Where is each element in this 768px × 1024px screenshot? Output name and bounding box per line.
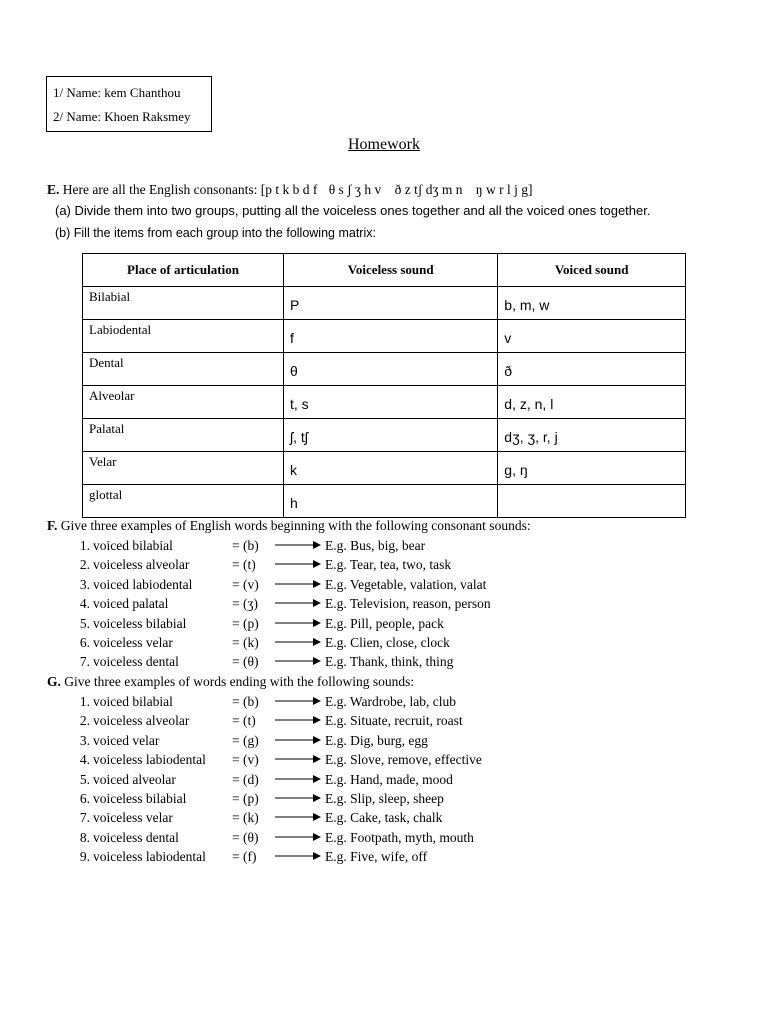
- item-number: 1.: [79, 694, 90, 709]
- section-e-part-b: (b) Fill the items from each group into the following matrix:: [55, 226, 376, 240]
- cell-voiceless: h: [284, 485, 498, 518]
- cell-voiceless: P: [284, 287, 498, 320]
- cell-place: Palatal: [83, 419, 284, 452]
- arrow-icon: [275, 831, 321, 847]
- sound-symbol: = (f): [232, 849, 257, 865]
- section-e-intro: Here are all the English consonants: [p t k b d f: [62, 182, 318, 197]
- section-e-label: E.: [47, 182, 60, 197]
- item-number: 5.: [79, 615, 90, 631]
- sound-symbol: = (θ): [232, 654, 259, 670]
- name-line-2: 2/ Name: Khoen Raksmey: [53, 109, 191, 124]
- consonant-symbols-1: θ s ʃ ʒ h v: [328, 182, 382, 197]
- header-voiced: Voiced sound: [498, 254, 686, 287]
- cell-voiceless: t, s: [284, 386, 498, 419]
- sound-label: voiceless bilabial: [93, 615, 187, 631]
- example-words: E.g. Cake, task, chalk: [325, 810, 443, 826]
- header-place: Place of articulation: [83, 254, 284, 287]
- sound-symbol: = (g): [232, 732, 259, 748]
- cell-voiced: d, z, n, l: [498, 386, 686, 419]
- sound-label: voiced palatal: [93, 596, 169, 612]
- example-words: E.g. Situate, recruit, roast: [325, 713, 463, 729]
- example-words: E.g. Vegetable, valation, valat: [325, 576, 487, 592]
- arrow-icon: [275, 734, 321, 750]
- example-words: E.g. Wardrobe, lab, club: [325, 694, 456, 709]
- sound-label: voiceless alveolar: [93, 713, 190, 729]
- arrow-icon: [275, 578, 321, 594]
- cell-voiced: ð: [498, 353, 686, 386]
- matrix-row: [83, 287, 686, 320]
- matrix-row: [83, 452, 686, 485]
- sound-symbol: = (ʒ): [232, 596, 258, 612]
- cell-voiced: g, ŋ: [498, 452, 686, 485]
- item-number: 7.: [79, 810, 90, 826]
- sound-label: voiceless dental: [93, 829, 179, 845]
- sound-label: voiced bilabial: [93, 538, 173, 553]
- sound-symbol: = (θ): [232, 829, 259, 845]
- cell-voiced: [498, 485, 686, 518]
- sound-symbol: = (t): [232, 557, 256, 573]
- sound-symbol: = (b): [232, 538, 259, 553]
- arrow-icon: [275, 773, 321, 789]
- section-g-label: G.: [47, 674, 61, 689]
- arrow-icon: [275, 655, 321, 671]
- sound-label: voiced alveolar: [93, 771, 176, 787]
- arrow-icon: [275, 714, 321, 730]
- section-f-intro: Give three examples of English words beginning with the following consonant sounds:: [60, 518, 531, 533]
- example-words: E.g. Slip, sleep, sheep: [325, 790, 444, 806]
- arrow-icon: [275, 597, 321, 613]
- matrix-row: [83, 419, 686, 452]
- arrow-icon: [275, 753, 321, 769]
- section-e-question: [47, 182, 532, 198]
- cell-voiceless: f: [284, 320, 498, 353]
- sound-symbol: = (d): [232, 771, 259, 787]
- section-g-question: [47, 674, 414, 690]
- item-number: 3.: [79, 576, 90, 592]
- cell-voiced: b, m, w: [498, 287, 686, 320]
- sound-label: voiceless bilabial: [93, 790, 187, 806]
- item-number: 9.: [79, 849, 90, 865]
- example-words: E.g. Clien, close, clock: [325, 634, 450, 650]
- item-number: 2.: [79, 713, 90, 729]
- arrow-icon: [275, 617, 321, 633]
- item-number: 4.: [79, 752, 90, 768]
- item-number: 4.: [79, 596, 90, 612]
- arrow-icon: [275, 811, 321, 827]
- example-words: E.g. Television, reason, person: [325, 596, 491, 612]
- matrix-row: [83, 386, 686, 419]
- consonant-symbols-3: ŋ w r l j g]: [475, 182, 533, 197]
- example-words: E.g. Footpath, myth, mouth: [325, 829, 474, 845]
- cell-place: Dental: [83, 353, 284, 386]
- matrix-row: [83, 320, 686, 353]
- cell-place: Labiodental: [83, 320, 284, 353]
- item-number: 7.: [79, 654, 90, 670]
- cell-place: Bilabial: [83, 287, 284, 320]
- matrix-row: [83, 485, 686, 518]
- arrow-icon: [275, 558, 321, 574]
- sound-symbol: = (v): [232, 576, 259, 592]
- sound-label: voiceless labiodental: [93, 752, 206, 768]
- example-words: E.g. Pill, people, pack: [325, 615, 444, 631]
- name-line-1: 1/ Name: kem Chanthou: [53, 85, 181, 100]
- item-number: 6.: [79, 790, 90, 806]
- arrow-icon: [275, 636, 321, 652]
- sound-symbol: = (t): [232, 713, 256, 729]
- item-number: 8.: [79, 829, 90, 845]
- sound-label: voiced bilabial: [93, 694, 173, 709]
- cell-voiceless: ʃ, tʃ: [284, 419, 498, 452]
- example-words: E.g. Thank, think, thing: [325, 654, 454, 670]
- item-number: 1.: [79, 538, 90, 553]
- sound-label: voiceless velar: [93, 810, 173, 826]
- sound-symbol: = (k): [232, 810, 259, 826]
- item-number: 2.: [79, 557, 90, 573]
- arrow-icon: [275, 695, 321, 711]
- item-number: 6.: [79, 634, 90, 650]
- example-words: E.g. Dig, burg, egg: [325, 732, 428, 748]
- matrix-header-row: [83, 254, 686, 287]
- item-number: 3.: [79, 732, 90, 748]
- section-f-question: [47, 518, 531, 534]
- arrow-icon: [275, 850, 321, 866]
- example-words: E.g. Slove, remove, effective: [325, 752, 482, 768]
- sound-symbol: = (k): [232, 634, 259, 650]
- sound-symbol: = (p): [232, 790, 259, 806]
- cell-voiced: v: [498, 320, 686, 353]
- sound-symbol: = (v): [232, 752, 259, 768]
- sound-label: voiceless labiodental: [93, 849, 206, 865]
- arrow-icon: [275, 792, 321, 808]
- section-f-label: F.: [47, 518, 58, 533]
- cell-place: Velar: [83, 452, 284, 485]
- name-box: [46, 76, 212, 132]
- section-g-intro: Give three examples of words ending with the following sounds:: [64, 674, 415, 689]
- matrix-row: [83, 353, 686, 386]
- sound-symbol: = (p): [232, 615, 259, 631]
- section-e-part-a: (a) Divide them into two groups, putting all the voiceless ones together and all the voiced ones together.: [55, 203, 651, 218]
- sound-label: voiceless velar: [93, 634, 173, 650]
- cell-place: Alveolar: [83, 386, 284, 419]
- consonant-symbols-2: ð z tʃ dʒ m n: [394, 182, 463, 197]
- page-title: Homework: [348, 136, 420, 153]
- sound-symbol: = (b): [232, 694, 259, 709]
- item-number: 5.: [79, 771, 90, 787]
- example-words: E.g. Five, wife, off: [325, 849, 428, 865]
- arrow-icon: [275, 539, 321, 555]
- header-voiceless: Voiceless sound: [284, 254, 498, 287]
- example-words: E.g. Hand, made, mood: [325, 771, 453, 787]
- cell-place: glottal: [83, 485, 284, 518]
- example-words: E.g. Bus, big, bear: [325, 538, 426, 553]
- sound-label: voiced labiodental: [93, 576, 193, 592]
- cell-voiced: dʒ, ʒ, r, j: [498, 419, 686, 452]
- sound-label: voiceless dental: [93, 654, 179, 670]
- articulation-matrix: [82, 253, 686, 518]
- cell-voiceless: θ: [284, 353, 498, 386]
- cell-voiceless: k: [284, 452, 498, 485]
- sound-label: voiceless alveolar: [93, 557, 190, 573]
- sound-label: voiced velar: [93, 732, 160, 748]
- example-words: E.g. Tear, tea, two, task: [325, 557, 452, 573]
